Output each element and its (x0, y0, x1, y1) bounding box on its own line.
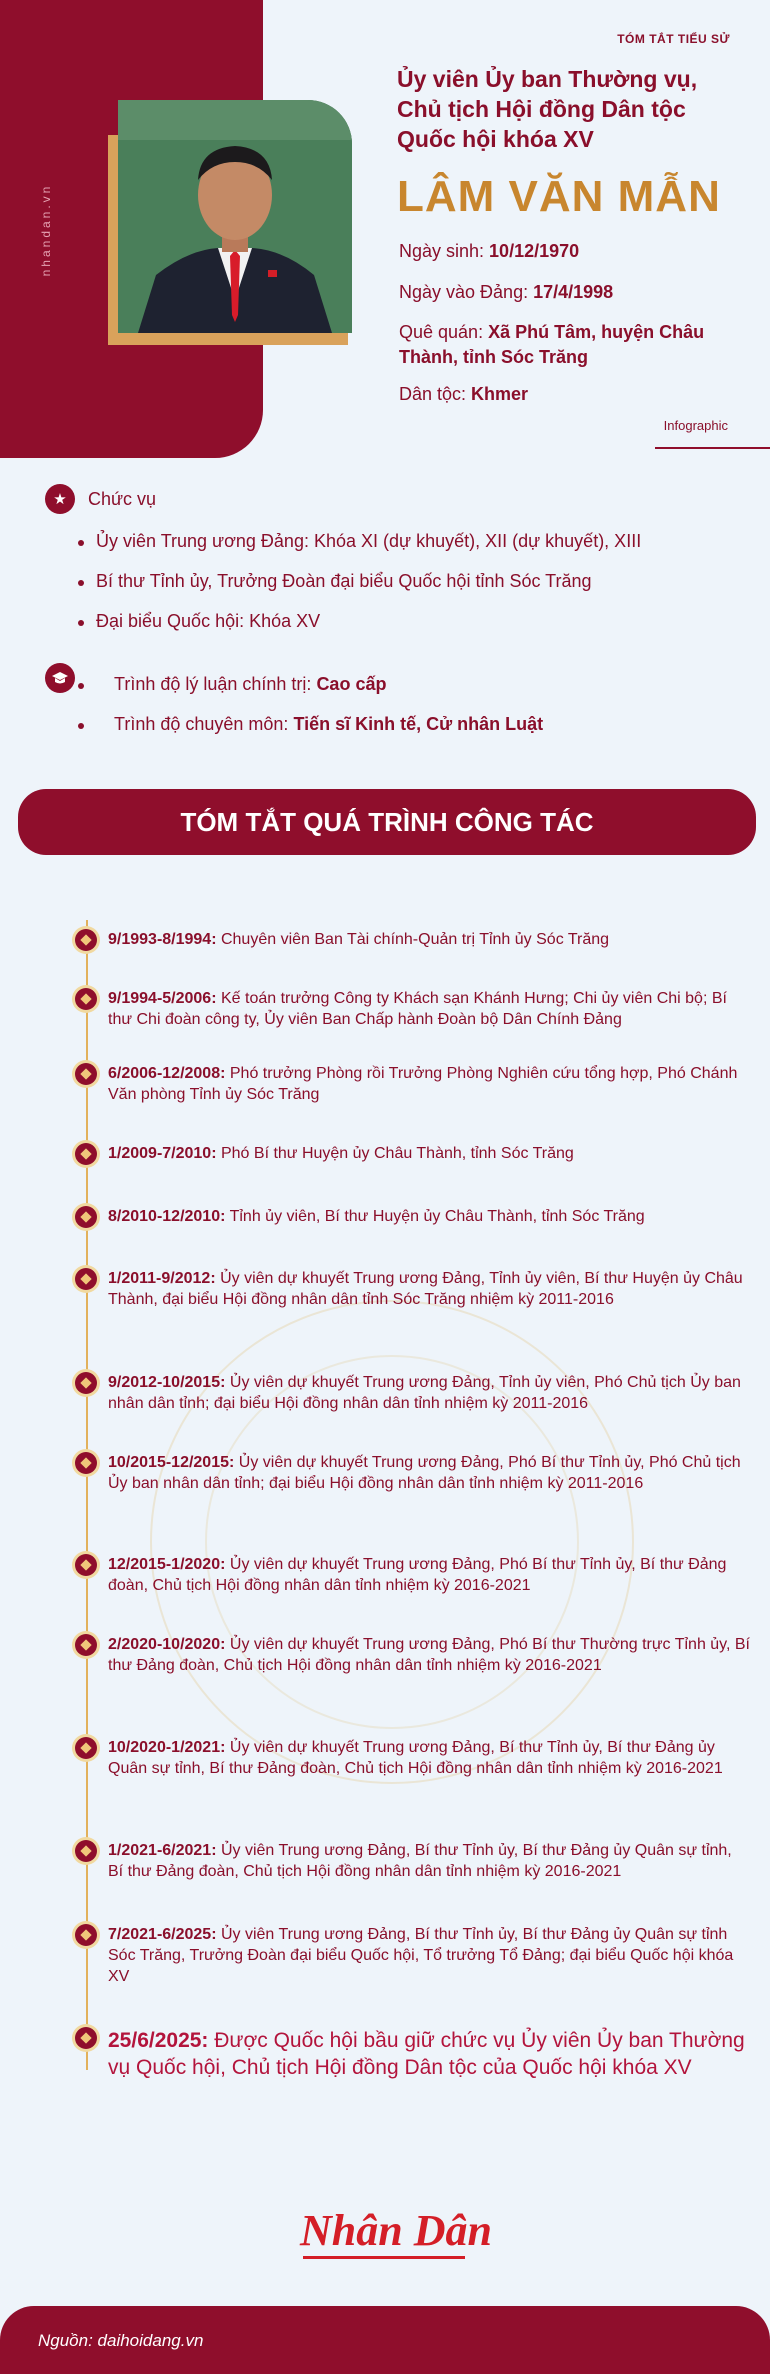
timeline-item-latest: 25/6/2025: Được Quốc hội bầu giữ chức vụ Ủy viên Ủy ban Thường vụ Quốc hội, Chủ tịch Hội đồng Dân tộc của Quốc hội khóa XV (70, 2027, 750, 2081)
timeline-marker-icon (75, 1840, 97, 1862)
hometown-line: Quê quán: Xã Phú Tâm, huyện Châu Thành, tỉnh Sóc Trăng (399, 322, 705, 367)
dob-line: Ngày sinh: 10/12/1970 (399, 241, 580, 261)
timeline-banner: TÓM TẮT QUÁ TRÌNH CÔNG TÁC (18, 789, 756, 855)
section-tag: TÓM TẮT TIỂU SỬ (617, 32, 730, 46)
timeline-marker-icon (75, 1452, 97, 1474)
timeline-item: 7/2021-6/2025: Ủy viên Trung ương Đảng, Bí thư Tỉnh ủy, Bí thư Đảng ủy Quân sự tỉnh Sóc Trăng, Trưởng Đoàn đại biểu Quốc hội, Tổ trưởng Tổ Đảng; đại biểu Quốc hội khóa XV (70, 1924, 750, 1987)
site-vertical-text: nhandan.vn (39, 183, 53, 277)
source-credit: Nguồn: daihoidang.vn (38, 2331, 204, 2350)
timeline-marker-icon (75, 929, 97, 951)
timeline-marker-icon (75, 988, 97, 1010)
timeline-item: 1/2009-7/2010: Phó Bí thư Huyện ủy Châu Thành, tỉnh Sóc Trăng (70, 1143, 750, 1164)
timeline-item: 10/2020-1/2021: Ủy viên dự khuyết Trung ương Đảng, Bí thư Tỉnh ủy, Bí thư Đảng ủy Quân sự tỉnh, Bí thư Đảng đoàn, Chủ tịch Hội đồng nhân dân tỉnh nhiệm kỳ 2016-2021 (70, 1737, 750, 1779)
timeline-item: 1/2011-9/2012: Ủy viên dự khuyết Trung ương Đảng, Tỉnh ủy viên, Bí thư Huyện ủy Châu Thành, đại biểu Hội đồng nhân dân tỉnh Sóc Trăng nhiệm kỳ 2011-2016 (70, 1268, 750, 1310)
party-join-line: Ngày vào Đảng: 17/4/1998 (399, 282, 614, 302)
politics-level: Trình độ lý luận chính trị: Cao cấp (78, 674, 386, 695)
timeline-item: 9/1993-8/1994: Chuyên viên Ban Tài chính-Quản trị Tỉnh ủy Sóc Trăng (70, 929, 750, 950)
position-item: Bí thư Tỉnh ủy, Trưởng Đoàn đại biểu Quốc hội tỉnh Sóc Trăng (78, 571, 592, 592)
timeline-marker-icon (75, 1143, 97, 1165)
timeline-marker-icon (75, 1634, 97, 1656)
position-item: Đại biểu Quốc hội: Khóa XV (78, 611, 320, 632)
timeline-marker-icon (75, 2027, 97, 2049)
logo-underline (303, 2256, 465, 2259)
nhandan-logo: Nhân Dân (300, 2206, 492, 2255)
timeline-item: 1/2021-6/2021: Ủy viên Trung ương Đảng, Bí thư Tỉnh ủy, Bí thư Đảng ủy Quân sự tỉnh, Bí thư Đảng đoàn, Chủ tịch Hội đồng nhân dân tỉnh nhiệm kỳ 2016-2021 (70, 1840, 750, 1882)
timeline-marker-icon (75, 1372, 97, 1394)
timeline-marker-icon (75, 1554, 97, 1576)
timeline-item: 6/2006-12/2008: Phó trưởng Phòng rồi Trưởng Phòng Nghiên cứu tổng hợp, Phó Chánh Văn phòng Tỉnh ủy Sóc Trăng (70, 1063, 750, 1105)
portrait-photo (118, 100, 352, 333)
timeline-marker-icon (75, 1206, 97, 1228)
timeline-item: 2/2020-10/2020: Ủy viên dự khuyết Trung ương Đảng, Phó Bí thư Thường trực Tỉnh ủy, Bí thư Đảng đoàn, Chủ tịch Hội đồng nhân dân tỉnh nhiệm kỳ 2016-2021 (70, 1634, 750, 1676)
timeline-item: 8/2010-12/2010: Tỉnh ủy viên, Bí thư Huyện ủy Châu Thành, tỉnh Sóc Trăng (70, 1206, 750, 1227)
position-title: Ủy viên Ủy ban Thường vụ, Chủ tịch Hội đồng Dân tộc Quốc hội khóa XV (397, 66, 698, 152)
graduation-cap-icon (45, 663, 75, 693)
timeline-item: 9/1994-5/2006: Kế toán trưởng Công ty Khách sạn Khánh Hưng; Chi ủy viên Chi bộ; Bí thư Chi đoàn công ty, Ủy viên Ban Chấp hành Đoàn bộ Dân Chính Đảng (70, 988, 750, 1030)
expertise-level: Trình độ chuyên môn: Tiến sĩ Kinh tế, Cử nhân Luật (78, 714, 543, 735)
timeline-marker-icon (75, 1063, 97, 1085)
divider (655, 447, 770, 449)
star-icon: ★ (45, 484, 75, 514)
infographic-label: Infographic (663, 418, 728, 433)
timeline-item: 10/2015-12/2015: Ủy viên dự khuyết Trung ương Đảng, Phó Bí thư Tỉnh ủy, Phó Chủ tịch Ủy ban nhân dân tỉnh; đại biểu Hội đồng nhân dân tỉnh nhiệm kỳ 2011-2016 (70, 1452, 750, 1494)
timeline-item: 9/2012-10/2015: Ủy viên dự khuyết Trung ương Đảng, Tỉnh ủy viên, Phó Chủ tịch Ủy ban nhân dân tỉnh; đại biểu Hội đồng nhân dân tỉnh nhiệm kỳ 2011-2016 (70, 1372, 750, 1414)
timeline-marker-icon (75, 1924, 97, 1946)
positions-label: Chức vụ (88, 489, 157, 509)
timeline-marker-icon (75, 1737, 97, 1759)
timeline-marker-icon (75, 1268, 97, 1290)
timeline-item: 12/2015-1/2020: Ủy viên dự khuyết Trung ương Đảng, Phó Bí thư Tỉnh ủy, Bí thư Đảng đoàn, Chủ tịch Hội đồng nhân dân tỉnh nhiệm kỳ 2016-2021 (70, 1554, 750, 1596)
ethnic-line: Dân tộc: Khmer (399, 384, 529, 404)
position-item: Ủy viên Trung ương Đảng: Khóa XI (dự khuyết), XII (dự khuyết), XIII (78, 531, 641, 552)
person-name: LÂM VĂN MẪN (397, 172, 721, 221)
